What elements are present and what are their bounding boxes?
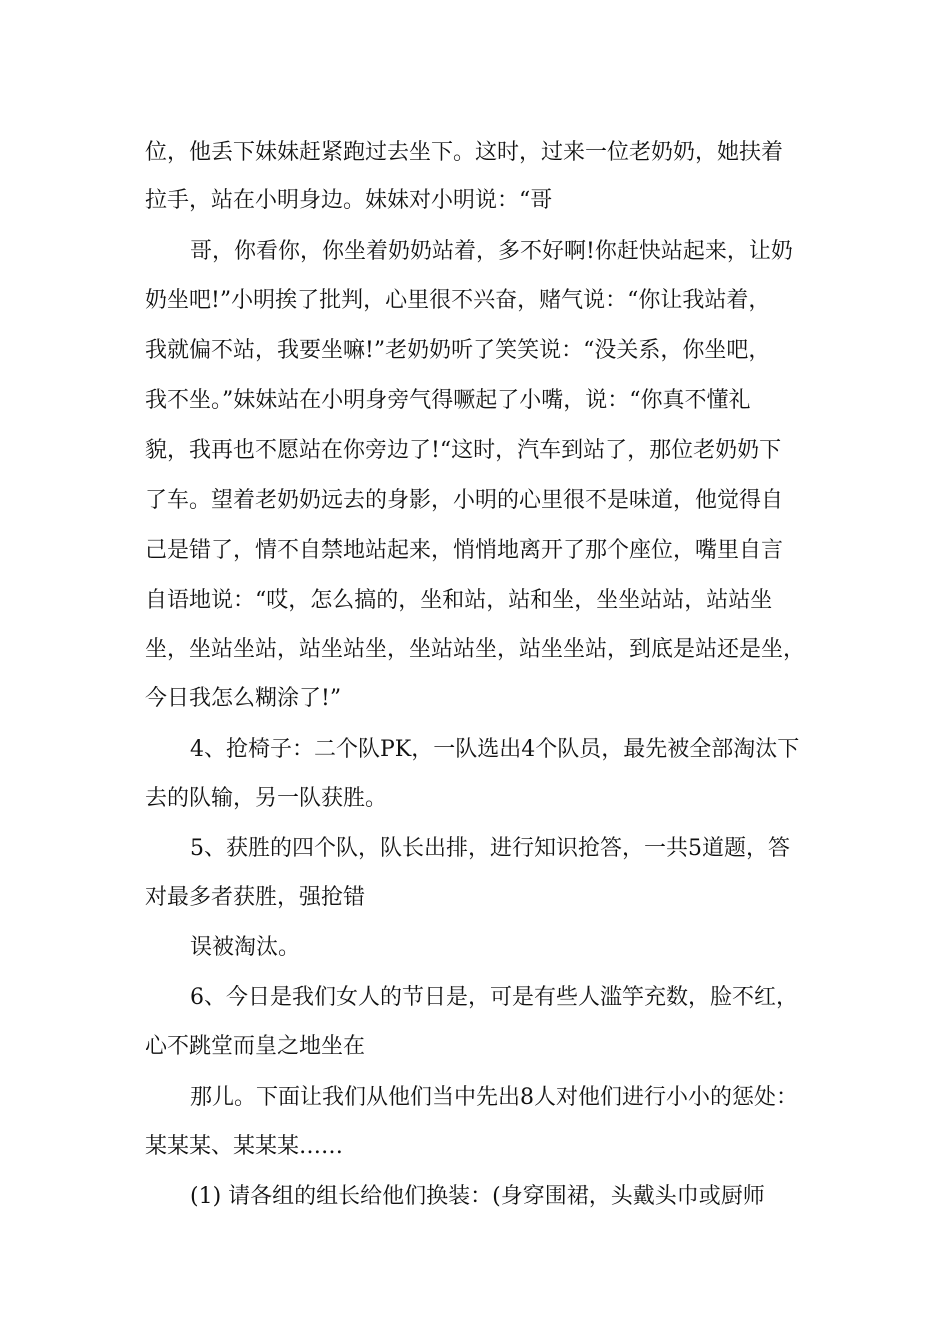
text-line: 4、抢椅子：二个队PK，一队选出4个队员，最先被全部淘汰下 [190, 737, 800, 762]
text-line: 己是错了，情不自禁地站起来，悄悄地离开了那个座位，嘴里自言 [145, 538, 784, 563]
text-line: 去的队输，另一队获胜。 [145, 786, 388, 811]
text-line: 那儿。下面让我们从他们当中先出8人对他们进行小小的惩处： [190, 1085, 798, 1110]
text-line: 某某某、某某某…… [145, 1134, 344, 1159]
text-line: 哥，你看你，你坐着奶奶站着，多不好啊!你赶快站起来，让奶 [190, 239, 793, 264]
text-line: 误被淘汰。 [190, 935, 301, 960]
text-line: 位，他丢下妹妹赶紧跑过去坐下。这时，过来一位老奶奶，她扶着 [145, 140, 784, 165]
text-line: 6、今日是我们女人的节日是，可是有些人滥竽充数，脸不红， [190, 985, 798, 1010]
text-line: 奶坐吧!”小明挨了批判，心里很不兴奋，赌气说：“你让我站着， [145, 288, 771, 313]
text-line: 我就偏不站，我要坐嘛!”老奶奶听了笑笑说：“没关系，你坐吧， [145, 338, 771, 363]
text-line: 对最多者获胜，强抢错 [145, 885, 366, 910]
text-line: 自语地说：“哎，怎么搞的，坐和站，站和坐，坐坐站站，站站坐 [145, 588, 773, 613]
text-line: 心不跳堂而皇之地坐在 [145, 1034, 366, 1059]
text-line: 5、获胜的四个队，队长出排，进行知识抢答，一共5道题，答 [190, 836, 790, 861]
text-line: 今日我怎么糊涂了!” [145, 686, 342, 711]
text-line: 坐，坐站坐站，站坐站坐，坐站站坐，站坐坐站，到底是站还是坐， [145, 637, 806, 662]
text-line: 貌，我再也不愿站在你旁边了!“这时，汽车到站了，那位老奶奶下 [145, 438, 782, 463]
text-line: 了车。望着老奶奶远去的身影，小明的心里很不是味道，他觉得自 [145, 488, 784, 513]
text-line: 我不坐。”妹妹站在小明身旁气得噘起了小嘴，说：“你真不懂礼 [145, 388, 751, 413]
text-line: (1) 请各组的组长给他们换装：(身穿围裙，头戴头巾或厨师 [190, 1184, 765, 1209]
text-line: 拉手，站在小明身边。妹妹对小明说：“哥 [145, 188, 553, 213]
